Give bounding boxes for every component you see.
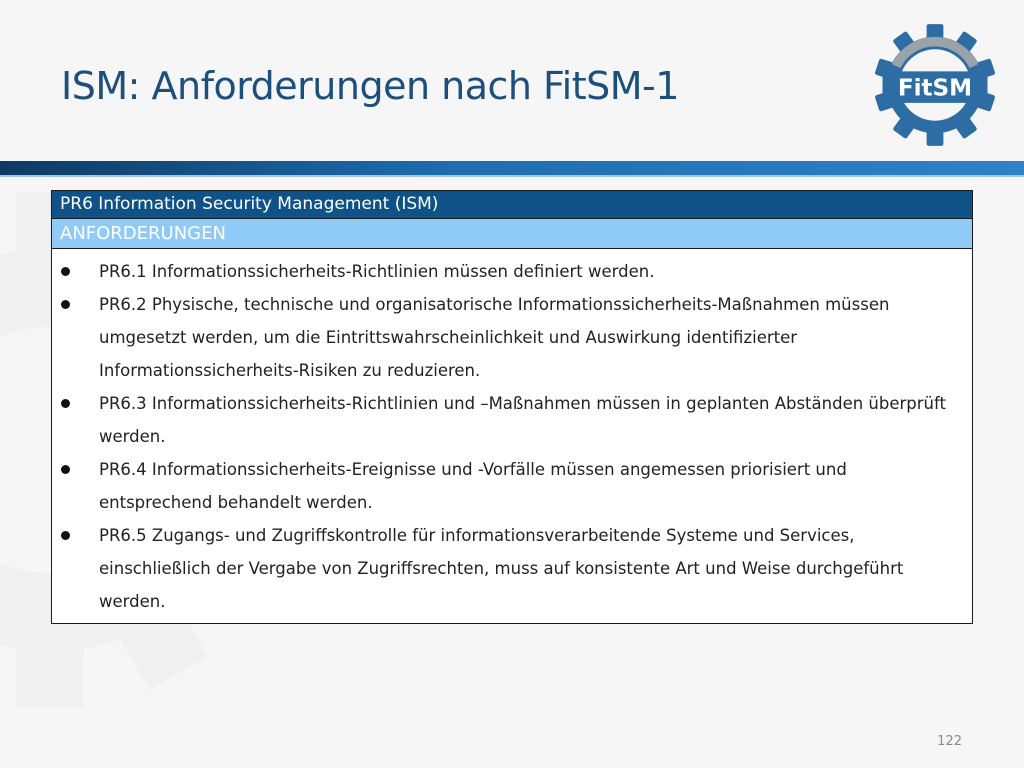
logo-text: FitSM: [897, 75, 973, 102]
header-band-highlight: [0, 175, 1024, 177]
page-number: 122: [937, 734, 962, 749]
requirements-table: [51, 190, 973, 624]
table-header: PR6 Information Security Management (ISM): [52, 191, 972, 219]
list-item: [52, 255, 958, 288]
header-band: [0, 161, 1024, 175]
slide-title: ISM: Anforderungen nach FitSM-1: [61, 64, 679, 108]
requirement-text: PR6.3 Informationssicherheits-Richtlinien und –Maßnahmen müssen in geplanten Abständen überprüft werden.: [99, 394, 946, 446]
list-item: [52, 288, 958, 387]
list-item: [52, 453, 958, 519]
bullet-icon: [61, 531, 70, 540]
bullet-icon: [61, 267, 70, 276]
fitsm-logo: [872, 22, 998, 148]
requirement-text: PR6.5 Zugangs- und Zugriffskontrolle für informationsverarbeitende Systeme und Services, einschließlich der Vergabe von Zugriffsrechten, muss auf konsistente Art und Weise durchgeführt werden.: [99, 526, 904, 611]
requirement-text: PR6.1 Informationssicherheits-Richtlinien müssen definiert werden.: [99, 262, 655, 281]
bullet-icon: [61, 465, 70, 474]
list-item: [52, 519, 958, 618]
requirements-list: [52, 249, 972, 623]
table-subheader: ANFORDERUNGEN: [52, 219, 972, 249]
requirement-text: PR6.4 Informationssicherheits-Ereignisse und -Vorfälle müssen angemessen priorisiert und entsprechend behandelt werden.: [99, 460, 847, 512]
requirement-text: PR6.2 Physische, technische und organisatorische Informationssicherheits-Maßnahmen müssen umgesetzt werden, um die Eintrittswahrscheinlichkeit und Auswirkung identifizierter Informationssicherheits-Risiken zu reduzieren.: [99, 295, 890, 380]
list-item: [52, 387, 958, 453]
bullet-icon: [61, 399, 70, 408]
bullet-icon: [61, 300, 70, 309]
